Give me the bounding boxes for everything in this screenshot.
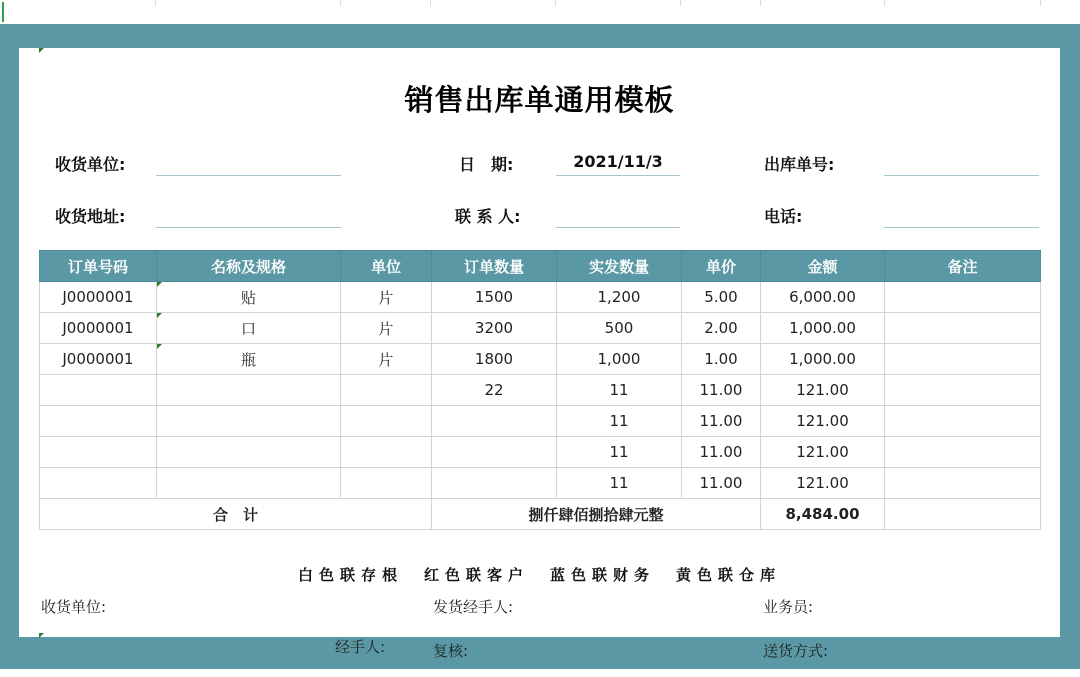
table-cell[interactable]: J0000001 — [40, 282, 157, 313]
table-cell[interactable]: 口 — [157, 313, 341, 344]
consignee-label: 收货单位: — [55, 155, 126, 174]
table-row — [40, 282, 1041, 313]
table-cell[interactable]: 1,000.00 — [761, 344, 885, 375]
table-cell[interactable] — [157, 468, 341, 499]
contact-label: 联 系 人: — [455, 207, 521, 226]
table-cell[interactable] — [432, 406, 557, 437]
table-cell[interactable] — [341, 375, 432, 406]
table-cell[interactable]: 11 — [557, 406, 682, 437]
consignee-field[interactable] — [156, 175, 341, 176]
table-cell[interactable] — [885, 313, 1041, 344]
footer-handler: 经手人: — [335, 638, 386, 656]
column-divider — [155, 0, 156, 6]
contact-field[interactable] — [556, 227, 680, 228]
copy-distribution-note: 白色联存根 红色联客户 蓝色联财务 黄色联仓库 — [297, 566, 781, 584]
cell-comment-flag — [39, 633, 44, 638]
table-cell[interactable] — [885, 375, 1041, 406]
footer-consignee-unit: 收货单位: — [41, 598, 107, 616]
column-header: 订单数量 — [432, 251, 557, 282]
total-label: 合 计 — [40, 499, 432, 530]
table-cell[interactable] — [885, 468, 1041, 499]
table-cell[interactable]: 11.00 — [682, 468, 761, 499]
table-cell[interactable] — [885, 437, 1041, 468]
table-cell[interactable]: 11.00 — [682, 406, 761, 437]
column-divider — [884, 0, 885, 6]
column-divider — [555, 0, 556, 6]
column-divider — [760, 0, 761, 6]
cell-comment-flag — [157, 313, 162, 318]
table-cell[interactable]: 贴 — [157, 282, 341, 313]
column-header: 单价 — [682, 251, 761, 282]
footer-reviewer: 复核: — [433, 642, 469, 660]
address-label: 收货地址: — [55, 207, 126, 226]
footer-shipper: 发货经手人: — [433, 598, 514, 616]
table-cell[interactable]: 121.00 — [761, 406, 885, 437]
address-field[interactable] — [156, 227, 341, 228]
table-row — [40, 406, 1041, 437]
table-cell[interactable]: 22 — [432, 375, 557, 406]
table-cell[interactable] — [341, 468, 432, 499]
table-cell[interactable]: 121.00 — [761, 437, 885, 468]
table-header-row — [40, 251, 1041, 282]
table-cell[interactable] — [885, 344, 1041, 375]
total-in-words[interactable]: 捌仟肆佰捌拾肆元整 — [432, 499, 761, 530]
column-divider — [340, 0, 341, 6]
table-total-row — [40, 499, 1041, 530]
table-cell[interactable]: 1,000 — [557, 344, 682, 375]
table-cell[interactable] — [40, 375, 157, 406]
table-cell[interactable]: 瓶 — [157, 344, 341, 375]
sales-outbound-sheet — [19, 48, 1060, 660]
column-header: 单位 — [341, 251, 432, 282]
table-cell[interactable]: 11 — [557, 437, 682, 468]
table-cell[interactable]: J0000001 — [40, 344, 157, 375]
table-cell[interactable]: 1.00 — [682, 344, 761, 375]
table-cell[interactable] — [157, 406, 341, 437]
table-cell[interactable]: 11 — [557, 468, 682, 499]
table-cell[interactable] — [885, 406, 1041, 437]
column-divider — [680, 0, 681, 6]
date-label: 日 期: — [459, 155, 514, 174]
table-row — [40, 437, 1041, 468]
footer-delivery-method: 送货方式: — [763, 642, 829, 660]
table-cell[interactable] — [432, 437, 557, 468]
table-cell[interactable]: 11.00 — [682, 375, 761, 406]
table-cell[interactable]: 500 — [557, 313, 682, 344]
table-cell[interactable] — [157, 375, 341, 406]
table-cell[interactable]: 3200 — [432, 313, 557, 344]
table-cell[interactable]: 片 — [341, 313, 432, 344]
column-divider — [430, 0, 431, 6]
phone-field[interactable] — [884, 227, 1039, 228]
table-cell[interactable]: 1,200 — [557, 282, 682, 313]
table-cell[interactable]: 121.00 — [761, 375, 885, 406]
table-row — [40, 468, 1041, 499]
column-divider — [1040, 0, 1041, 6]
page-title: 销售出库单通用模板 — [404, 83, 675, 117]
items-table — [39, 250, 1041, 530]
table-cell[interactable]: 121.00 — [761, 468, 885, 499]
column-header: 实发数量 — [557, 251, 682, 282]
date-value[interactable]: 2021/11/3 — [573, 152, 663, 171]
table-row — [40, 313, 1041, 344]
table-cell[interactable]: 11.00 — [682, 437, 761, 468]
total-amount[interactable]: 8,484.00 — [761, 499, 885, 530]
table-cell[interactable] — [341, 437, 432, 468]
table-cell[interactable]: 6,000.00 — [761, 282, 885, 313]
table-cell[interactable] — [157, 437, 341, 468]
table-cell[interactable]: 2.00 — [682, 313, 761, 344]
table-cell[interactable]: 5.00 — [682, 282, 761, 313]
column-header: 订单号码 — [40, 251, 157, 282]
table-cell[interactable]: J0000001 — [40, 313, 157, 344]
column-header: 备注 — [885, 251, 1041, 282]
order-no-field[interactable] — [884, 175, 1039, 176]
table-cell[interactable] — [432, 468, 557, 499]
table-cell[interactable]: 1800 — [432, 344, 557, 375]
footer-salesman: 业务员: — [763, 598, 814, 616]
table-cell[interactable] — [40, 406, 157, 437]
cell-comment-flag — [39, 48, 44, 53]
table-row — [40, 344, 1041, 375]
date-field[interactable] — [556, 175, 680, 176]
cell-comment-flag — [157, 344, 162, 349]
column-header: 金额 — [761, 251, 885, 282]
table-cell[interactable]: 1500 — [432, 282, 557, 313]
table-cell[interactable]: 片 — [341, 344, 432, 375]
active-cell-marker — [2, 2, 4, 22]
document-frame — [0, 24, 1080, 669]
table-cell[interactable]: 1,000.00 — [761, 313, 885, 344]
phone-label: 电话: — [764, 207, 803, 226]
table-cell[interactable] — [40, 437, 157, 468]
spreadsheet-top-strip — [0, 0, 1080, 25]
order-no-label: 出库单号: — [764, 155, 835, 174]
cell-comment-flag — [157, 282, 162, 287]
table-cell[interactable]: 11 — [557, 375, 682, 406]
table-cell[interactable] — [40, 468, 157, 499]
table-cell[interactable]: 片 — [341, 282, 432, 313]
table-row — [40, 375, 1041, 406]
total-remark[interactable] — [885, 499, 1041, 530]
table-cell[interactable] — [885, 282, 1041, 313]
table-cell[interactable] — [341, 406, 432, 437]
column-header: 名称及规格 — [157, 251, 341, 282]
